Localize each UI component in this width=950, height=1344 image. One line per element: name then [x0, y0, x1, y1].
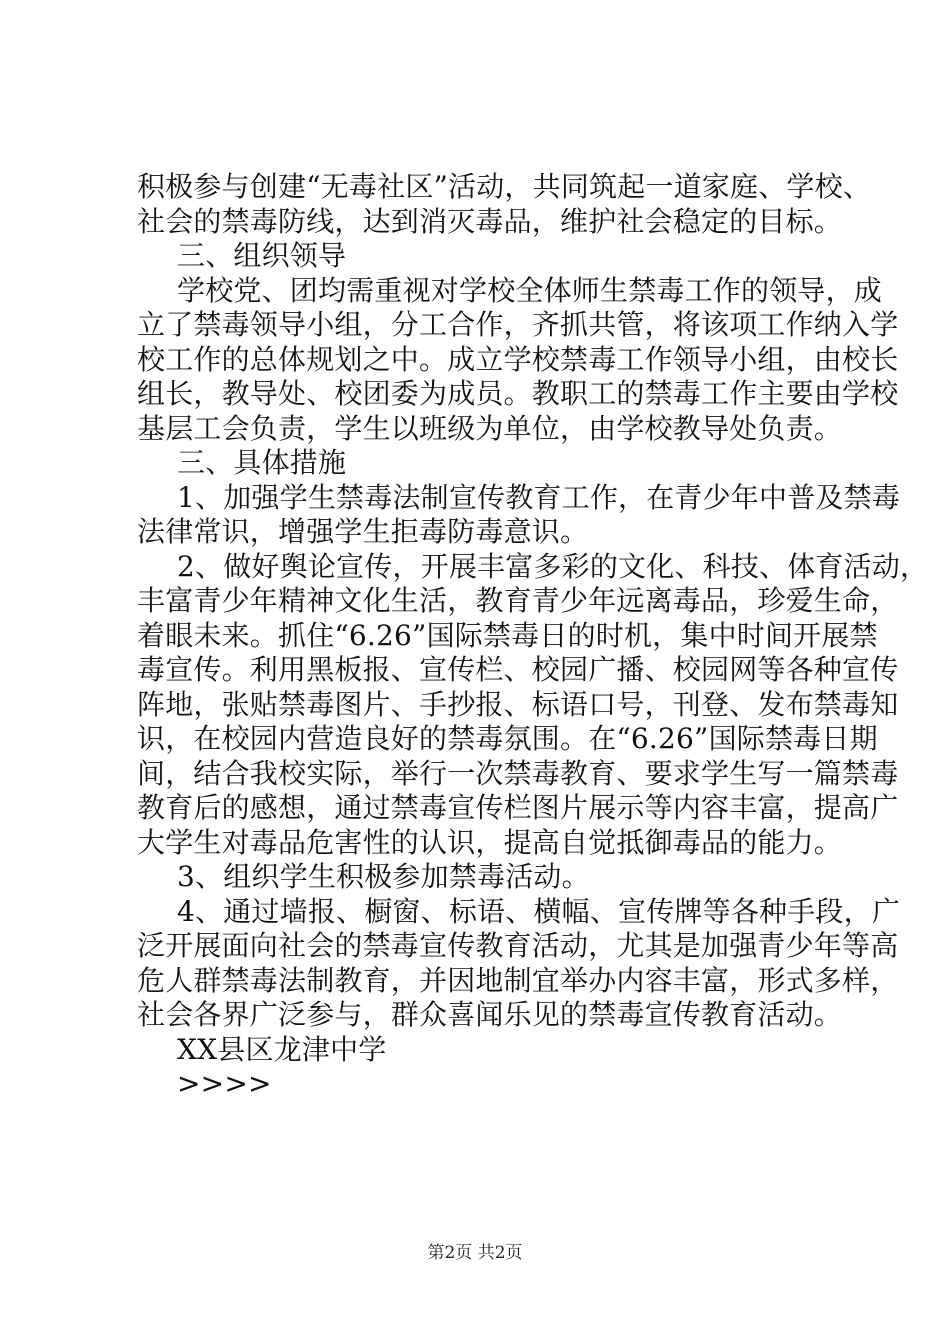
text-line — [137, 618, 878, 654]
section-heading — [137, 239, 827, 274]
line-text: 教育后的感想，通过禁毒宣传栏图片展示等内容丰富，提高广 — [137, 791, 899, 824]
section-heading — [137, 446, 827, 481]
text-line — [137, 860, 827, 895]
line-text: 社会各界广泛参与，群众喜闻乐见的禁毒宣传教育活动。 — [137, 998, 843, 1031]
text-line — [137, 170, 872, 205]
line-text: 4、通过墙报、橱窗、标语、横幅、宣传牌等各种手段，广 — [177, 894, 901, 928]
text-line — [137, 998, 843, 1033]
line-text: 阵地，张贴禁毒图片、手抄报、标语口号，刊登、发布禁毒知 — [137, 687, 899, 721]
text-line — [137, 756, 899, 792]
line-text: 校工作的总体规划之中。成立学校禁毒工作领导小组，由校长 — [137, 342, 899, 376]
page-number-label: 第2页 共2页 — [427, 1243, 523, 1263]
line-text: 法律常识，增强学生拒毒防毒意识。 — [137, 515, 589, 548]
line-text: 毒宣传。利用黑板报、宣传栏、校园广播、校园网等各种宣传 — [137, 653, 899, 686]
signature-line — [137, 1033, 827, 1068]
heading-text: 三、组织领导 — [177, 239, 347, 272]
marker-text: >>>> — [177, 1067, 272, 1100]
text-line — [137, 480, 901, 516]
line-text: 组长，教导处、校团委为成员。教职工的禁毒工作主要由学校 — [137, 377, 899, 410]
line-text: 社会的禁毒防线，达到消灭毒品，维护社会稳定的目标。 — [137, 204, 843, 238]
text-line — [137, 342, 899, 378]
line-text: 2、做好舆论宣传，开展丰富多彩的文化、科技、体育活动， — [177, 549, 929, 583]
line-text: 学校党、团均需重视对学校全体师生禁毒工作的领导，成 — [177, 273, 883, 307]
text-line — [137, 308, 899, 343]
line-text: 危人群禁毒法制教育，并因地制宜举办内容丰富，形式多样， — [137, 963, 899, 997]
text-line — [137, 204, 843, 240]
text-line — [137, 825, 843, 861]
text-line — [137, 377, 899, 412]
text-line — [137, 722, 878, 757]
text-line — [137, 411, 843, 447]
line-text: 大学生对毒品危害性的认识，提高自觉抵御毒品的能力。 — [137, 825, 843, 859]
text-line — [137, 791, 899, 826]
text-line — [137, 963, 899, 999]
text-line — [137, 653, 899, 688]
line-text: 识，在校园内营造良好的禁毒氛围。在“6.26”国际禁毒日期 — [137, 722, 878, 755]
signature-text: XX县区龙津中学 — [177, 1032, 387, 1066]
page-footer — [0, 1243, 950, 1263]
text-line — [137, 549, 929, 585]
line-text: 着眼未来。抓住“6.26”国际禁毒日的时机，集中时间开展禁 — [137, 618, 878, 652]
text-line — [137, 929, 899, 964]
text-line — [137, 687, 899, 723]
line-text: 立了禁毒领导小组，分工合作，齐抓共管，将该项工作纳入学 — [137, 308, 899, 341]
text-line — [137, 894, 901, 930]
document-body — [137, 170, 929, 1102]
line-text: 间，结合我校实际，举行一次禁毒教育、要求学生写一篇禁毒 — [137, 756, 899, 790]
line-text: 3、组织学生积极参加禁毒活动。 — [177, 860, 590, 893]
text-line — [137, 515, 827, 550]
text-line — [137, 584, 899, 619]
line-text: 泛开展面向社会的禁毒宣传教育活动，尤其是加强青少年等高 — [137, 929, 899, 962]
text-line — [137, 273, 883, 309]
heading-text: 三、具体措施 — [177, 446, 347, 479]
line-text: 1、加强学生禁毒法制宣传教育工作，在青少年中普及禁毒 — [177, 480, 901, 514]
line-text: 基层工会负责，学生以班级为单位，由学校教导处负责。 — [137, 411, 843, 445]
continuation-marker — [137, 1067, 827, 1102]
line-text: 积极参与创建“无毒社区”活动，共同筑起一道家庭、学校、 — [137, 170, 872, 203]
line-text: 丰富青少年精神文化生活，教育青少年远离毒品，珍爱生命， — [137, 584, 899, 617]
